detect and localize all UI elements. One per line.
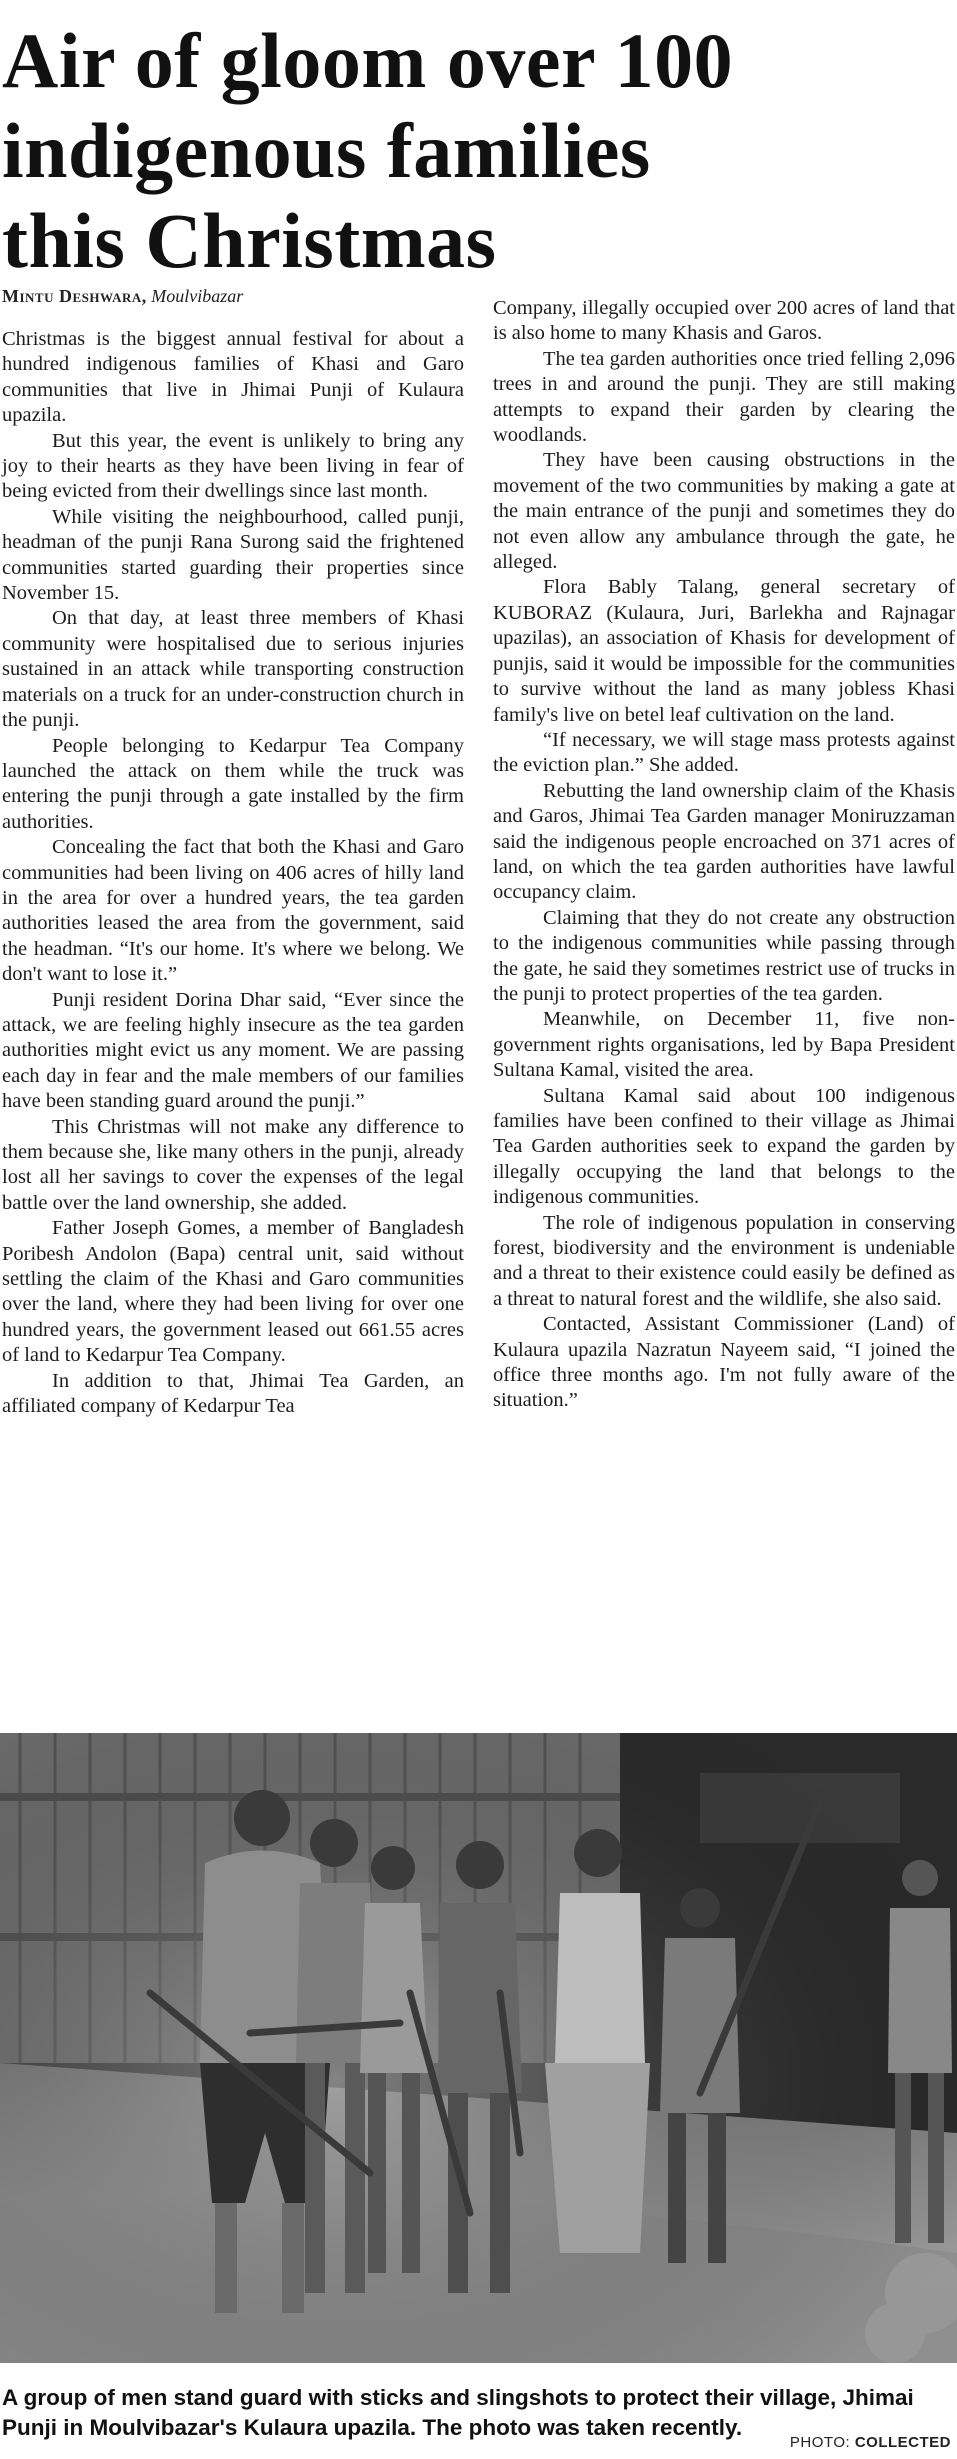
- article-paragraph: People belonging to Kedarpur Tea Company launched the attack on them while the truck was entering the punji through a gate installed by the firm authorities.: [2, 734, 464, 833]
- article-paragraph: Sultana Kamal said about 100 indigenous families have been confined to their village as Jhimai Tea Garden authorities seek to expand the garden by illegally occupying the land that belongs to the indigenous communities.: [493, 1084, 955, 1209]
- photo-credit-label: PHOTO:: [789, 2434, 851, 2451]
- news-photo: [0, 1733, 957, 2363]
- photo-credit-value: COLLECTED: [854, 2434, 951, 2451]
- article-paragraph: Concealing the fact that both the Khasi and Garo communities had been living on 406 acres of hilly land in the area for over a hundred years, the tea garden authorities leased the area from the government, said the headman. “It's our home. It's where we belong. We don't want to lose it.”: [2, 836, 464, 986]
- headline-line-1: Air of gloom over 100: [2, 17, 734, 104]
- article-paragraph: Father Joseph Gomes, a member of Bangladesh Poribesh Andolon (Bapa) central unit, said without settling the claim of the Khasi and Garo communities over the land, where they had been living for over one hundred years, the government leased out 661.55 acres of land to Kedarpur Tea Company.: [2, 1217, 464, 1367]
- article-paragraph: But this year, the event is unlikely to bring any joy to their hearts as they have been living in fear of being evicted from their dwellings since last month.: [2, 429, 464, 503]
- article-column-right: [493, 296, 955, 1414]
- article-paragraph: On that day, at least three members of Khasi community were hospitalised due to serious injuries sustained in an attack while transporting construction materials on a truck for an under-construction church in the punji.: [2, 607, 464, 732]
- article-paragraph: Contacted, Assistant Commissioner (Land) of Kulaura upazila Nazratun Nayeem said, “I joined the office three months ago. I'm not fully aware of the situation.”: [493, 1313, 955, 1412]
- byline: [2, 286, 243, 307]
- article-paragraph: The role of indigenous population in conserving forest, biodiversity and the environment is undeniable and a threat to their existence could easily be defined as a threat to natural forest and the wildlife, she also said.: [493, 1211, 955, 1310]
- article-paragraph: Meanwhile, on December 11, five non-government rights organisations, led by Bapa President Sultana Kamal, visited the area.: [493, 1008, 955, 1082]
- byline-place: Moulvibazar: [151, 286, 244, 306]
- article-paragraph-continued: Company, illegally occupied over 200 acres of land that is also home to many Khasis and Garos.: [493, 297, 955, 345]
- byline-author: Mintu Deshwara,: [2, 286, 147, 306]
- photo-caption: A group of men stand guard with sticks and slingshots to protect their village, Jhimai Punji in Moulvibazar's Kulaura upazila. The photo was taken recently.: [2, 2385, 914, 2440]
- article-column-left: [2, 327, 464, 1419]
- article-paragraph: Claiming that they do not create any obstruction to the indigenous communities while passing through the gate, he said they sometimes restrict use of trucks in the punji to protect properties of the tea garden.: [493, 906, 955, 1005]
- headline-line-3: this Christmas: [2, 197, 497, 284]
- article-paragraph: In addition to that, Jhimai Tea Garden, an affiliated company of Kedarpur Tea: [2, 1369, 464, 1418]
- article-paragraph: The tea garden authorities once tried felling 2,096 trees in and around the punji. They are still making attempts to expand their garden by clearing the woodlands.: [493, 347, 955, 447]
- article-paragraph: This Christmas will not make any difference to them because she, like many others in the punji, already lost all her savings to cover the expenses of the legal battle over the land ownership, she added.: [2, 1115, 464, 1214]
- headline: [2, 16, 952, 286]
- news-photo-illustration: [0, 1733, 957, 2363]
- article-paragraph: Rebutting the land ownership claim of the Khasis and Garos, Jhimai Tea Garden manager Moniruzzaman said the indigenous people encroached on 371 acres of land, on which the tea garden authorities have lawful occupancy claim.: [493, 779, 955, 904]
- photo-credit: [790, 2434, 951, 2451]
- article-paragraph: “If necessary, we will stage mass protests against the eviction plan.” She added.: [493, 728, 955, 777]
- article-paragraph: While visiting the neighbourhood, called punji, headman of the punji Rana Surong said the frightened communities started guarding their properties since November 15.: [2, 505, 464, 605]
- article-paragraph: Punji resident Dorina Dhar said, “Ever since the attack, we are feeling highly insecure as the tea garden authorities might evict us any moment. We are passing each day in fear and the male members of our families have been standing guard around the punji.”: [2, 988, 464, 1113]
- article-paragraph: They have been causing obstructions in the movement of the two communities by making a gate at the main entrance of the punji and sometimes they do not even allow any ambulance through the gate, he alleged.: [493, 449, 955, 574]
- article-paragraph: Flora Bably Talang, general secretary of KUBORAZ (Kulaura, Juri, Barlekha and Rajnagar upazilas), an association of Khasis for development of punjis, said it would be impossible for the communities to survive without the land as many jobless Khasi family's live on betel leaf cultivation on the land.: [493, 576, 955, 726]
- headline-line-2: indigenous families: [2, 107, 651, 194]
- article-paragraph: Christmas is the biggest annual festival for about a hundred indigenous families of Khasi and Garo communities that live in Jhimai Punji of Kulaura upazila.: [2, 328, 464, 427]
